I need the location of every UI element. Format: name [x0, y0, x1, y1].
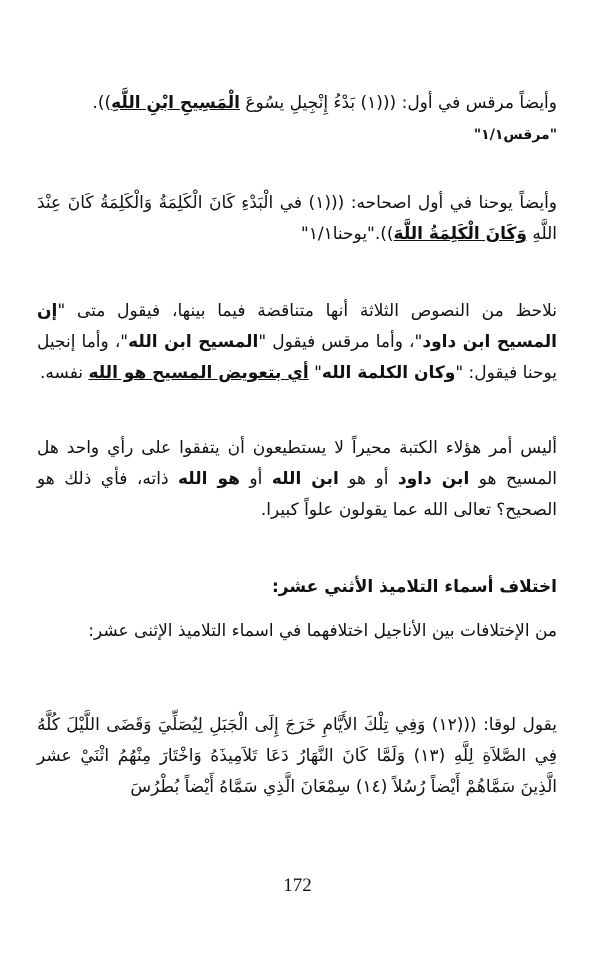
contradiction-emph-4: أي بتعويض المسيح هو الله — [88, 363, 309, 383]
mark-quote-emphasis: الْمَسِيحِ ابْنِ اللَّهِ — [111, 93, 240, 113]
john-quote-tail: ))."يوحنا١/١" — [300, 224, 394, 244]
question-text-4: ذاته، فأي ذلك هو الصحيح؟ تعالى الله عما يقولون علواً كبيرا. — [37, 469, 557, 520]
contradiction-emph-1: إن المسيح ابن داود — [37, 301, 557, 352]
mark-quote-lead: وأيضاً مرقس في أول: (((١) بَدْءُ إِنْجِيلِ يسُوعَ — [240, 93, 557, 113]
question-text-3: أو — [239, 469, 272, 489]
contradiction-text-5: نفسه. — [40, 363, 89, 383]
paragraph-mark — [37, 88, 557, 151]
john-quote-lead: وأيضاً يوحنا في أول اصحاحه: (((١) في الْبَدْءِ كَانَ الْكَلِمَةُ وَالْكَلِمَةُ كَانَ عِنْدَ اللَّهِ — [37, 193, 557, 244]
question-emph-1: ابن داود — [397, 469, 470, 489]
question-emph-3: هو الله — [178, 469, 240, 489]
question-emph-2: ابن الله — [271, 469, 339, 489]
paragraph-contradiction — [37, 296, 557, 389]
contradiction-text-2: "، وأما مرقس فيقول " — [258, 332, 423, 352]
contradiction-emph-2: المسيح ابن الله — [128, 332, 259, 352]
contradiction-emph-3: وكان الكلمة الله — [321, 363, 456, 383]
question-text-1: أليس أمر هؤلاء الكتبة محيراً لا يستطيعون أن يتفقوا على رأي واحد هل المسيح هو — [37, 438, 557, 489]
page-number: 172 — [283, 875, 312, 896]
paragraph-john — [37, 188, 557, 250]
contradiction-text-3: "، وأما إنجيل يوحنا فيقول: " — [37, 332, 557, 383]
mark-reference: "مرقس١/١" — [473, 127, 557, 143]
contradiction-text-1: نلاحظ من النصوص الثلاثة أنها متناقضة فيما بينها، فيقول متى " — [57, 301, 557, 321]
question-text-2: أو هو — [338, 469, 398, 489]
john-quote-emphasis: وَكَانَ الْكَلِمَةُ اللَّهَ — [393, 224, 527, 244]
section-heading: اختلاف أسماء التلاميذ الأثني عشر: — [272, 577, 557, 597]
paragraph-question — [37, 433, 557, 526]
paragraph-luke: يقول لوقا: (((١٢) وَفِي تِلْكَ الأَيَّامِ خَرَجَ إِلَى الْجَبَلِ لِيُصَلِّيَ وَقَضَى اللَّيْلَ كُلَّهُ فِي الصَّلاَةِ لِلَّهِ (١٣) وَلَمَّا كَانَ النَّهَارُ دَعَا تَلاَمِيذَهُ وَاخْتَارَ مِنْهُمُ اثْنَيْ عشر الَّذِينَ سَمَّاهُمْ أَيْضاً رُسُلاً (١٤) سِمْعَانَ الَّذِي سَمَّاهُ أَيْضاً بُطْرُسَ — [37, 715, 557, 797]
mark-quote-tail: )). — [92, 93, 112, 113]
paragraph-intro: من الإختلافات بين الأناجيل اختلافهما في اسماء التلاميذ الإثنى عشر: — [88, 621, 557, 641]
contradiction-text-4: " — [308, 363, 322, 383]
